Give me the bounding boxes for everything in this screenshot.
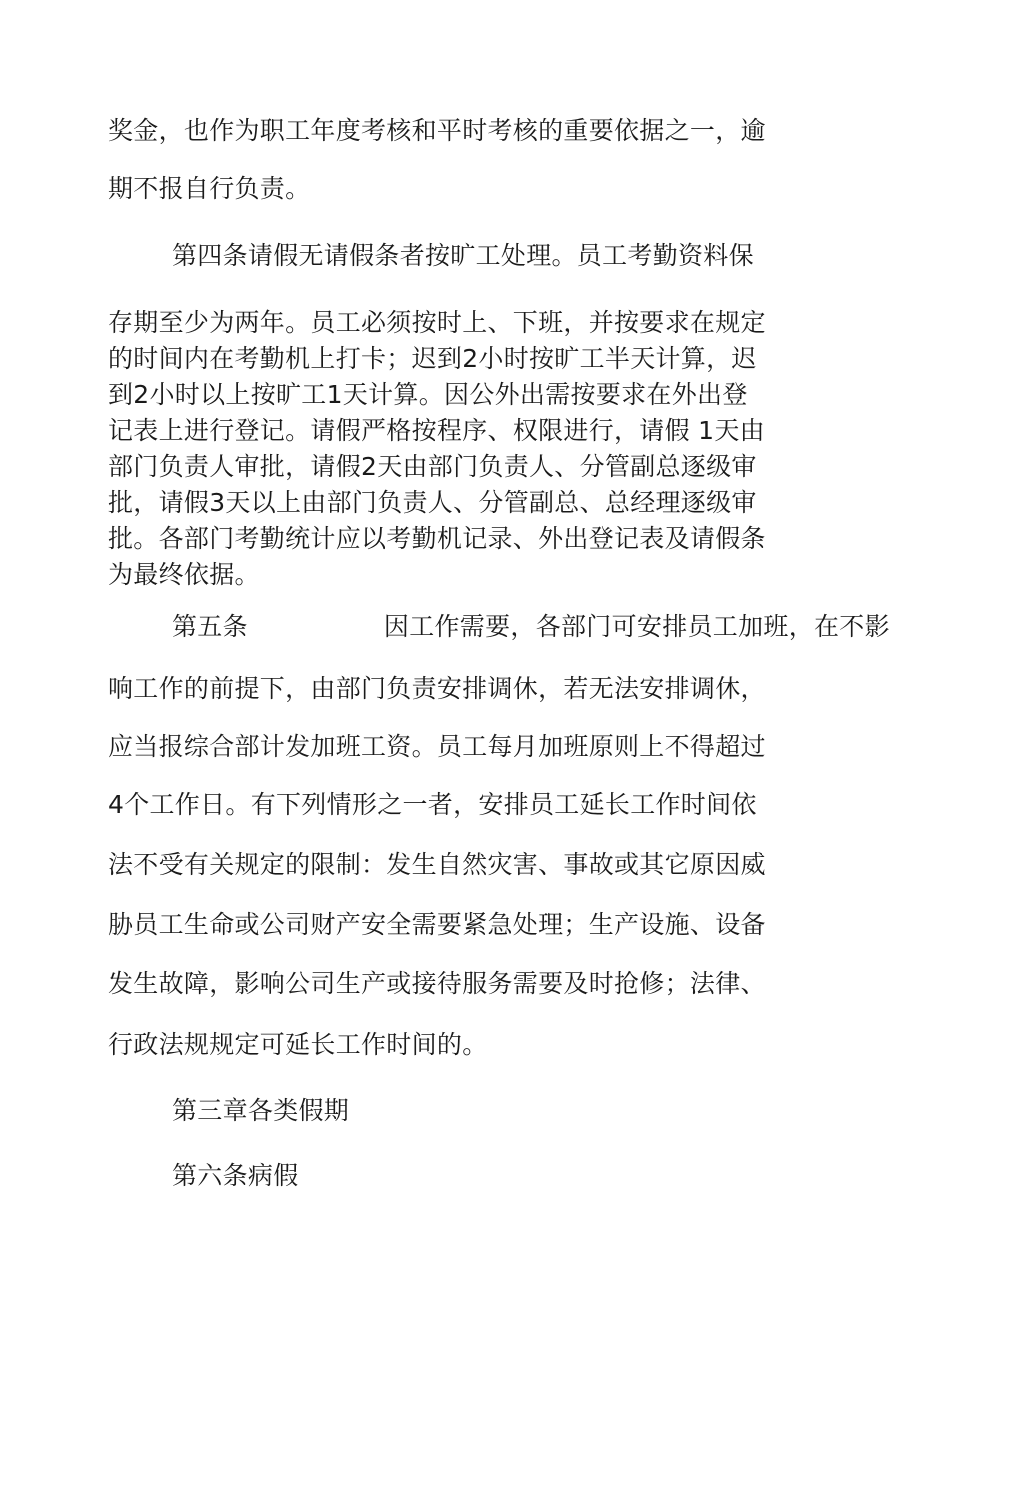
paragraph-line: 胁员工生命或公司财产安全需要紧急处理；生产设施、设备 xyxy=(108,910,766,939)
paragraph-line: 响工作的前提下，由部门负责安排调休，若无法安排调休， xyxy=(108,674,766,703)
paragraph-line: 行政法规规定可延长工作时间的。 xyxy=(108,1030,488,1059)
paragraph-line: 部门负责人审批，请假2天由部门负责人、分管副总逐级审 xyxy=(108,452,757,481)
paragraph-line: 应当报综合部计发加班工资。员工每月加班原则上不得超过 xyxy=(108,732,766,761)
article-5-label: 第五条 xyxy=(172,612,248,641)
paragraph-line: 批，请假3天以上由部门负责人、分管副总、总经理逐级审 xyxy=(108,488,757,517)
article-4-body xyxy=(108,305,766,593)
paragraph-line: 法不受有关规定的限制：发生自然灾害、事故或其它原因威 xyxy=(108,850,766,879)
paragraph-line: 奖金，也作为职工年度考核和平时考核的重要依据之一，逾 xyxy=(108,116,766,145)
paragraph-line: 到2小时以上按旷工1天计算。因公外出需按要求在外出登 xyxy=(108,380,748,409)
paragraph-line: 发生故障，影响公司生产或接待服务需要及时抢修；法律、 xyxy=(108,969,766,998)
article-6-heading: 第六条病假 xyxy=(172,1161,299,1190)
paragraph-line: 批。各部门考勤统计应以考勤机记录、外出登记表及请假条 xyxy=(108,524,766,553)
chapter-3-heading: 第三章各类假期 xyxy=(172,1096,350,1125)
article-5-first-line-text: 因工作需要，各部门可安排员工加班，在不影 xyxy=(383,612,890,641)
paragraph-line: 期不报自行负责。 xyxy=(108,174,311,203)
paragraph-line: 4个工作日。有下列情形之一者，安排员工延长工作时间依 xyxy=(108,790,757,819)
paragraph-line: 存期至少为两年。员工必须按时上、下班，并按要求在规定 xyxy=(108,308,766,337)
paragraph-line: 记表上进行登记。请假严格按程序、权限进行，请假 1天由 xyxy=(108,416,765,445)
article-4-first-line: 第四条请假无请假条者按旷工处理。员工考勤资料保 xyxy=(172,241,754,270)
article-5-first-line xyxy=(172,612,890,642)
paragraph-line: 的时间内在考勤机上打卡；迟到2小时按旷工半天计算，迟 xyxy=(108,344,757,373)
paragraph-line: 为最终依据。 xyxy=(108,560,260,589)
